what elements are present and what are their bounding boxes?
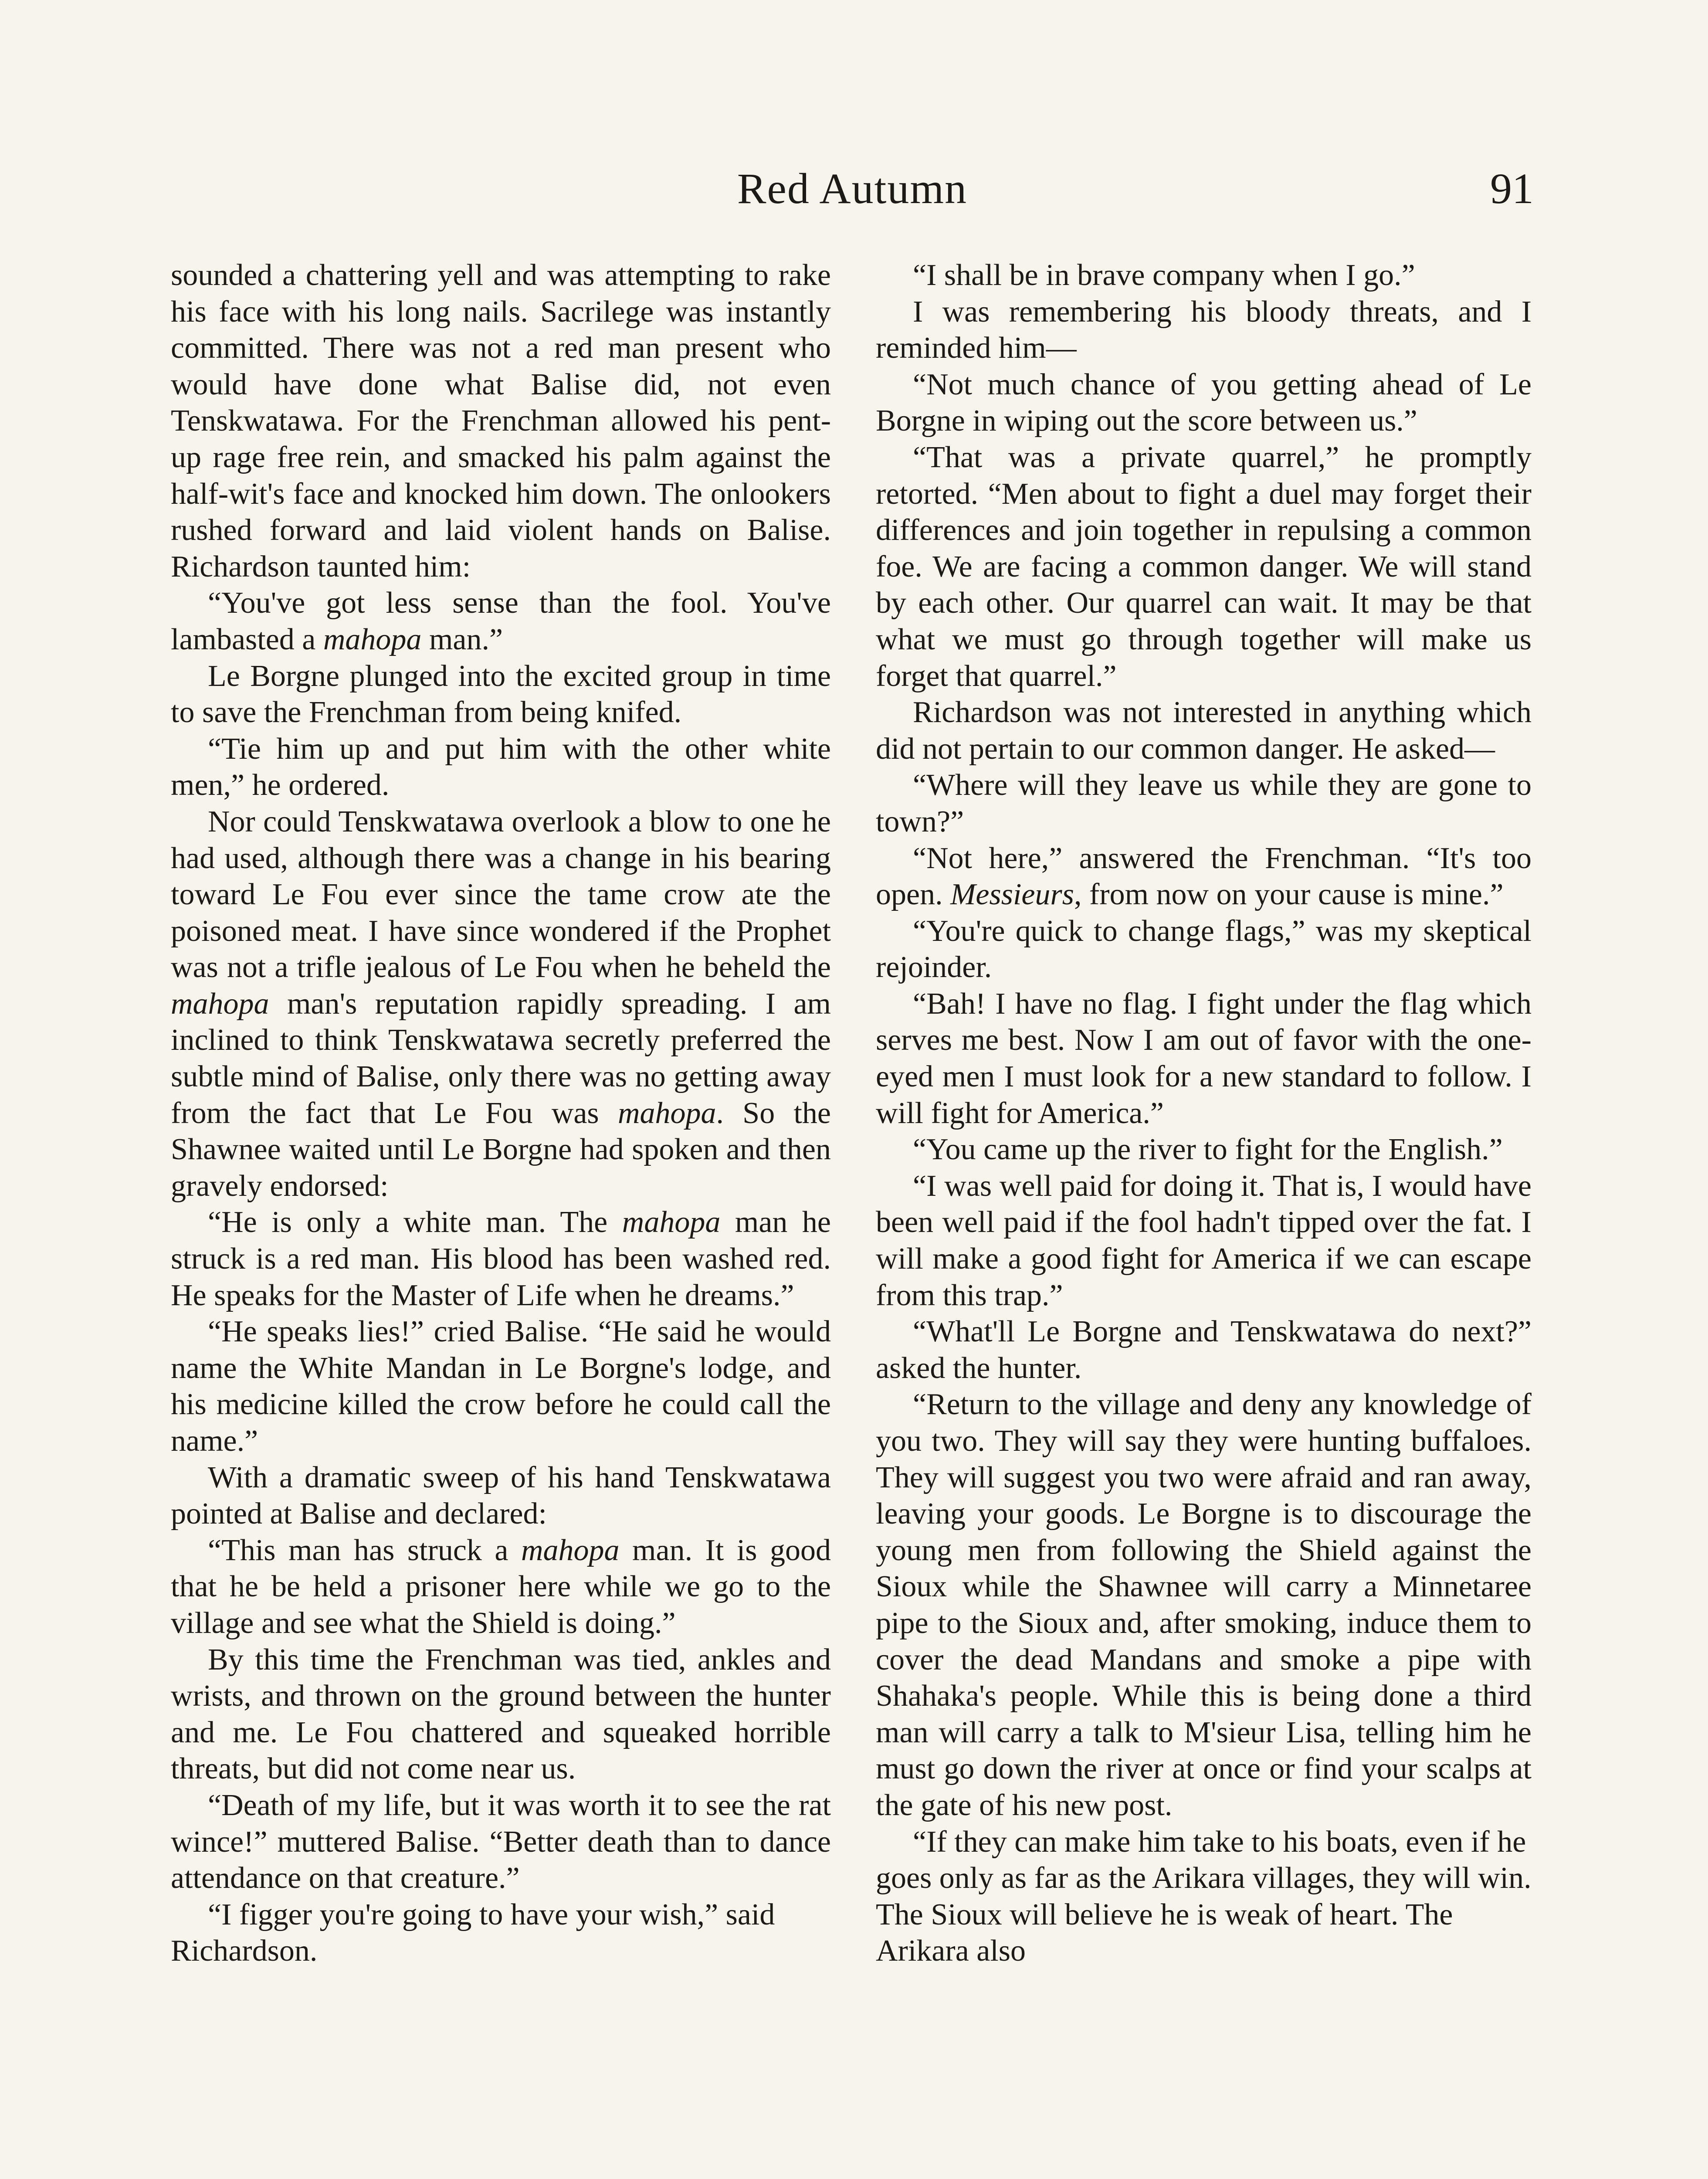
text-run: Le Borgne plunged into the excited group in time to save the Frenchman from being knifed.: [171, 659, 831, 730]
text-run: man. It is good that he be held a prisoner here while we go to the village and see what the Shield is doing.”: [171, 1533, 831, 1640]
paragraph: [171, 1459, 831, 1532]
text-run: man's reputation rapidly spreading. I am inclined to think Tenskwatawa secretly preferred the subtle mind of Balise, only there was no getting away from the fact that Le Fou was: [171, 987, 831, 1130]
paragraph: [876, 1386, 1532, 1823]
text-run: “You're quick to change flags,” was my skeptical rejoinder.: [876, 914, 1532, 984]
paragraph: [171, 1787, 831, 1897]
italic-run: mahopa: [323, 622, 422, 656]
paragraph: [171, 585, 831, 658]
paragraph: [876, 1131, 1532, 1168]
text-run: “Death of my life, but it was worth it to see the rat wince!” muttered Balise. “Better death than to dance attendance on that creature.”: [171, 1788, 831, 1895]
text-run: “Not here,” answered the Frenchman. “It's too open.: [876, 841, 1532, 912]
text-run: “He is only a white man. The: [208, 1205, 622, 1239]
text-run: With a dramatic sweep of his hand Tenskwatawa pointed at Balise and declared:: [171, 1460, 831, 1531]
text-run: “I was well paid for doing it. That is, I would have been well paid if the fool hadn't tipped over the fat. I will make a good fight for America if we can escape from this trap.”: [876, 1169, 1532, 1312]
text-run: “Bah! I have no flag. I fight under the flag which serves me best. Now I am out of favor with the one-eyed men I must look for a new standard to follow. I will fight for America.”: [876, 987, 1532, 1130]
italic-run: mahopa: [622, 1205, 721, 1239]
paragraph: [876, 439, 1532, 694]
text-run: “You came up the river to fight for the English.”: [913, 1133, 1503, 1167]
text-run: “What'll Le Borgne and Tenskwatawa do next?” asked the hunter.: [876, 1315, 1532, 1385]
text-run: “If they can make him take to his boats, even if he goes only as far as the Arikara villages, they will win. The Sioux will believe he is weak of heart. The Arikara also: [876, 1825, 1532, 1968]
text-run: By this time the Frenchman was tied, ankles and wrists, and thrown on the ground between the hunter and me. Le Fou chattered and squeaked horrible threats, but did not come near us.: [171, 1643, 831, 1786]
text-run: man.”: [421, 622, 503, 656]
text-run: “You've got less sense than the fool. You've lambasted a: [171, 586, 831, 656]
text-run: “Where will they leave us while they are gone to town?”: [876, 768, 1532, 838]
paragraph: [171, 1532, 831, 1642]
text-run: . So the Shawnee waited until Le Borgne had spoken and then gravely endorsed:: [171, 1096, 831, 1203]
italic-run: mahopa: [521, 1533, 620, 1567]
text-run: “I figger you're going to have your wish,” said Richardson.: [171, 1897, 775, 1968]
text-run: Nor could Tenskwatawa overlook a blow to one he had used, although there was a change in his bearing toward Le Fou ever since the tame crow ate the poisoned meat. I have since wondered if the Prophet was not a trifle jealous of Le Fou when he beheld the: [171, 804, 831, 984]
text-run: “I shall be in brave company when I go.”: [913, 258, 1415, 292]
text-run: I was remembering his bloody threats, and I reminded him—: [876, 295, 1532, 365]
page-header: [171, 159, 1534, 224]
paragraph: [876, 1314, 1532, 1386]
left-text-column: [171, 257, 831, 1969]
paragraph: [171, 804, 831, 1205]
text-run: , from now on your cause is mine.”: [1074, 878, 1504, 912]
paragraph: [876, 694, 1532, 767]
paragraph: [171, 1314, 831, 1459]
text-run: “Return to the village and deny any knowledge of you two. They will say they were hunting buffaloes. They will suggest you two were afraid and ran away, leaving your goods. Le Borgne is to discourage the young men from following the Shield against the Sioux while the Shawnee will carry a Minnetaree pipe to the Sioux and, after smoking, induce them to cover the dead Mandans and smoke a pipe with Shahaka's people. While this is being done a third man will carry a talk to M'sieur Lisa, telling him he must go down the river at once or find your scalps at the gate of his new post.: [876, 1388, 1532, 1822]
italic-run: Messieurs: [950, 878, 1074, 912]
paragraph: [876, 367, 1532, 439]
text-run: sounded a chattering yell and was attempting to rake his face with his long nails. Sacrilege was instantly committed. There was not a red man present who would have done what Balise did, not even Tenskwatawa. For the Frenchman allowed his pent-up rage free rein, and smacked his palm against the half-wit's face and knocked him down. The onlookers rushed forward and laid violent hands on Balise. Richardson taunted him:: [171, 258, 831, 584]
paragraph: [171, 658, 831, 731]
paragraph: [171, 731, 831, 804]
paragraph: [171, 1897, 831, 1969]
paragraph: [171, 257, 831, 585]
text-run: “He speaks lies!” cried Balise. “He said he would name the White Mandan in Le Borgne's lodge, and his medicine killed the crow before he could call the name.”: [171, 1315, 831, 1458]
text-run: man he struck is a red man. His blood has been washed red. He speaks for the Master of Life when he dreams.”: [171, 1205, 831, 1312]
text-run: “Not much chance of you getting ahead of Le Borgne in wiping out the score between us.”: [876, 367, 1532, 438]
text-run: “Tie him up and put him with the other white men,” he ordered.: [171, 732, 831, 802]
italic-run: mahopa: [617, 1096, 716, 1130]
paragraph: [876, 1824, 1532, 1969]
page-number: 91: [1490, 164, 1534, 213]
running-title: Red Autumn: [737, 164, 968, 213]
paragraph: [171, 1642, 831, 1787]
paragraph: [876, 840, 1532, 913]
paragraph: [171, 1204, 831, 1314]
paragraph: [876, 1168, 1532, 1314]
text-run: “That was a private quarrel,” he promptly retorted. “Men about to fight a duel may forget their differences and join together in repulsing a common foe. We are facing a common danger. We will stand by each other. Our quarrel can wait. It may be that what we must go through together will make us forget that quarrel.”: [876, 440, 1532, 693]
right-text-column: [876, 257, 1532, 1969]
text-run: “This man has struck a: [208, 1533, 521, 1567]
paragraph: [876, 767, 1532, 840]
paragraph: [876, 257, 1532, 294]
text-run: Richardson was not interested in anything which did not pertain to our common danger. He asked—: [876, 696, 1532, 766]
paragraph: [876, 986, 1532, 1131]
paragraph: [876, 913, 1532, 986]
paragraph: [876, 294, 1532, 367]
italic-run: mahopa: [171, 987, 269, 1021]
